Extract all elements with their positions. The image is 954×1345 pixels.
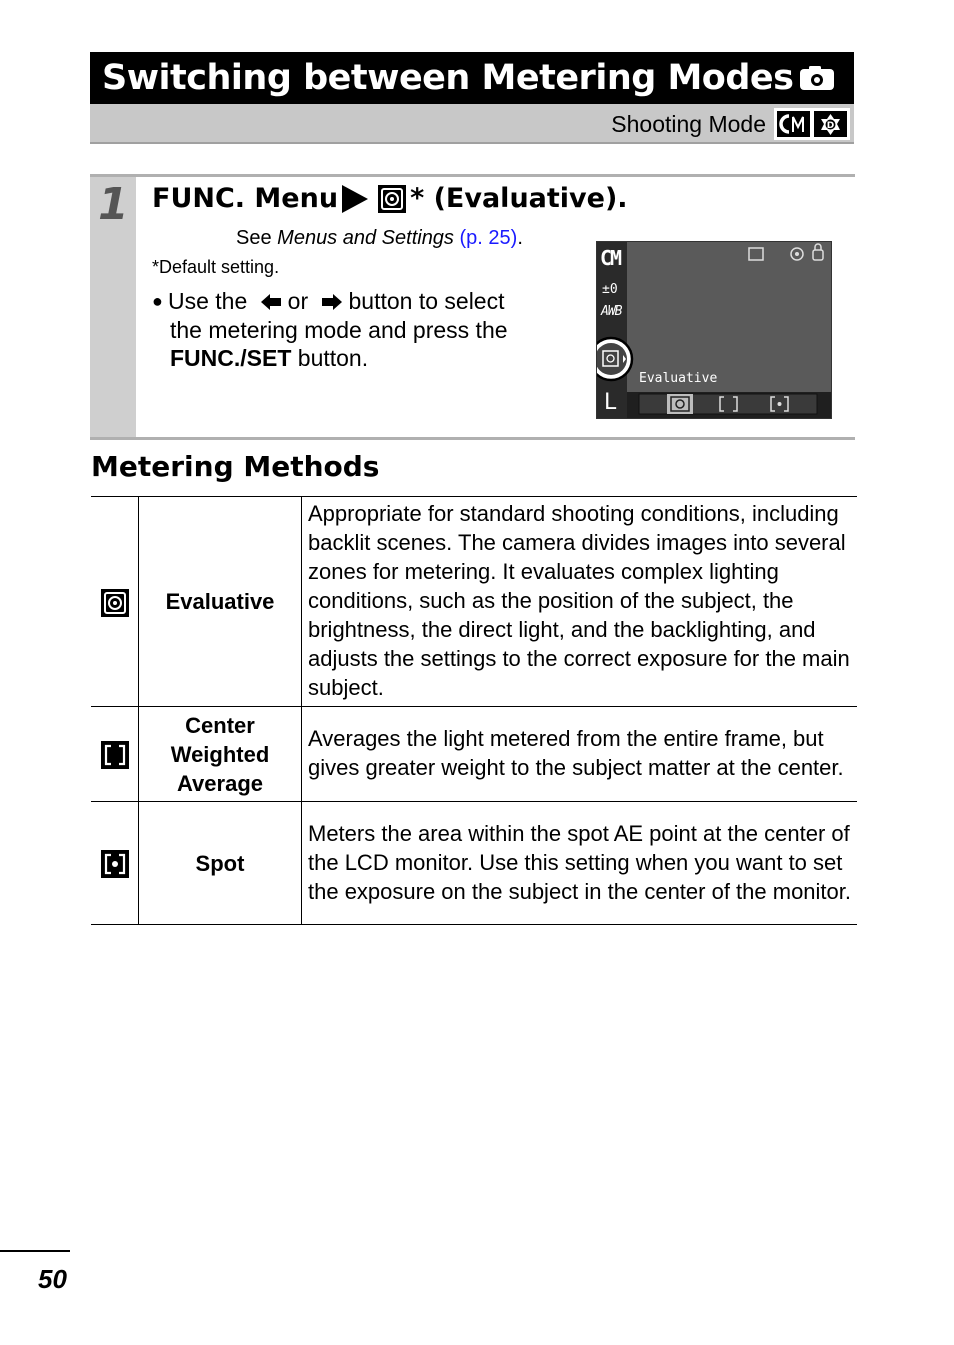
frame-indicator-icon xyxy=(749,248,763,260)
method-name: Evaluative xyxy=(139,497,302,707)
method-name-line: Center xyxy=(185,712,255,738)
camera-icon xyxy=(799,65,835,91)
lcd-graphic xyxy=(597,242,831,418)
metering-methods-table xyxy=(91,496,857,925)
icon-cell xyxy=(91,707,139,802)
left-arrow-icon xyxy=(260,293,282,311)
page-number: 50 xyxy=(38,1264,67,1294)
section-title: Metering Methods xyxy=(91,450,380,483)
c-m-icon xyxy=(777,111,810,137)
bullet-text-3-rest: button. xyxy=(291,345,369,371)
instruction-bullet xyxy=(152,287,572,373)
right-arrow-icon xyxy=(321,293,343,311)
page-number-rule xyxy=(0,1250,70,1252)
bullet-text-3 xyxy=(152,344,572,373)
bullet-or: or xyxy=(287,288,309,314)
evaluative-metering-icon xyxy=(101,589,129,617)
icon-cell xyxy=(91,497,139,707)
lcd-image-size: L xyxy=(604,390,617,415)
method-name-line: Weighted xyxy=(170,741,270,767)
see-end: . xyxy=(517,227,523,249)
title-bar xyxy=(90,52,854,104)
center-weighted-metering-icon xyxy=(101,741,129,769)
see-italic: Menus and Settings xyxy=(277,227,454,249)
lcd-mode: CM xyxy=(600,246,621,270)
bullet-text-1b: button to select xyxy=(348,288,505,314)
method-description: Appropriate for standard shooting conditions, including backlit scenes. The camera divides images into several zones for metering. It evaluates complex lighting conditions, such as the position of the subject, the brightness, the direct light, and the backlighting, and adjusts the settings to the correct exposure for the main subject. xyxy=(302,497,858,707)
lock-icon xyxy=(813,250,823,260)
see-reference xyxy=(236,227,523,250)
method-name-line: Average xyxy=(176,770,263,796)
spot-metering-icon xyxy=(101,850,129,878)
page-link[interactable]: (p. 25) xyxy=(459,227,518,249)
step-number-column xyxy=(90,177,136,437)
step-box xyxy=(90,174,855,440)
bullet-icon: ● xyxy=(152,291,163,311)
lcd-white-balance: AWB xyxy=(601,304,622,319)
method-name xyxy=(139,707,302,802)
evaluative-metering-icon xyxy=(378,185,406,213)
lcd-screen-illustration xyxy=(596,241,832,419)
lcd-selected-label: Evaluative xyxy=(639,371,718,386)
shooting-mode-bar xyxy=(90,104,854,144)
step-heading-suffix: * (Evaluative). xyxy=(410,183,628,214)
method-description: Averages the light metered from the entire frame, but gives greater weight to the subject matter at the center. xyxy=(302,707,858,802)
bullet-text-2: the metering mode and press the xyxy=(170,316,508,343)
step-number: 1 xyxy=(98,179,129,230)
arrow-right-icon xyxy=(342,185,368,213)
shooting-mode-icons xyxy=(774,108,850,140)
low-light-icon xyxy=(814,111,847,137)
step-heading-prefix: FUNC. Menu xyxy=(152,183,339,214)
page-title: Switching between Metering Modes xyxy=(102,58,794,98)
table-row xyxy=(91,707,857,802)
func-set-label: FUNC./SET xyxy=(170,345,292,371)
table-row xyxy=(91,802,857,925)
lcd-exposure: ±0 xyxy=(602,282,618,297)
table-row xyxy=(91,497,857,707)
shooting-mode-label: Shooting Mode xyxy=(611,111,766,137)
method-name: Spot xyxy=(139,802,302,925)
step-heading xyxy=(152,183,628,214)
method-description: Meters the area within the spot AE point at the center of the LCD monitor. Use this setting when you want to set the exposure on the subject in the center of the monitor. xyxy=(302,802,858,925)
bullet-text-1a: Use the xyxy=(168,288,248,314)
see-prefix: See xyxy=(236,227,278,249)
icon-cell xyxy=(91,802,139,925)
default-note: *Default setting. xyxy=(152,257,280,277)
svg-text:D: D xyxy=(826,121,835,131)
